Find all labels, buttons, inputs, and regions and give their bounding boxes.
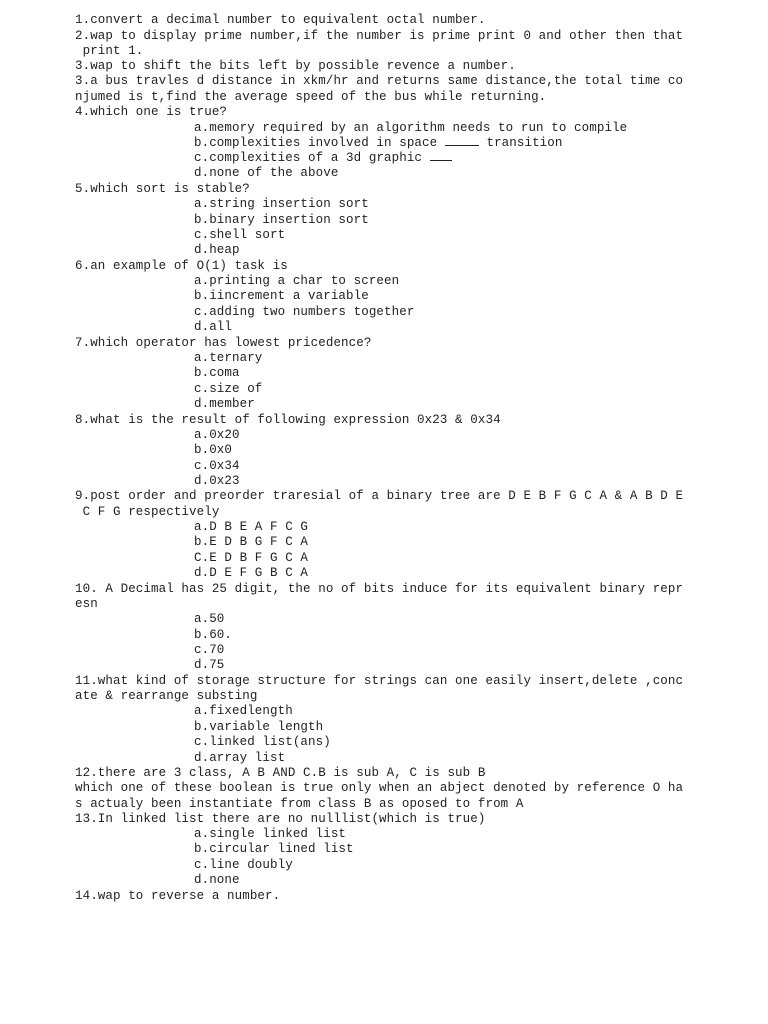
option-4b [194,136,562,151]
option-4a: a.memory required by an algorithm needs to run to compile [194,121,628,135]
option-13d: d.none [194,873,240,887]
option-6c: c.adding two numbers together [194,305,415,319]
blank-line [445,136,479,146]
question-9-continued: C F G respectively [75,505,220,519]
option-6a: a.printing a char to screen [194,274,400,288]
question-2: 2.wap to display prime number,if the number is prime print 0 and other then that [75,29,684,43]
question-4: 4.which one is true? [75,105,228,119]
option-10b: b.60. [194,628,233,642]
option-9b: b.E D B G F C A [194,535,309,549]
question-11-continued: ate & rearrange substing [75,689,258,703]
option-7c: c.size of [194,382,263,396]
option-7d: d.member [194,397,255,411]
option-10c: c.70 [194,643,225,657]
option-9c: C.E D B F G C A [194,551,309,565]
option-5a: a.string insertion sort [194,197,369,211]
option-8a: a.0x20 [194,428,240,442]
question-12: 12.there are 3 class, A B AND C.B is sub A, C is sub B [75,766,486,780]
option-13b: b.circular lined list [194,842,354,856]
question-8: 8.what is the result of following expression 0x23 & 0x34 [75,413,501,427]
question-14: 14.wap to reverse a number. [75,889,281,903]
question-5: 5.which sort is stable? [75,182,250,196]
question-3b-continued: njumed is t,find the average speed of the bus while returning. [75,90,547,104]
option-5d: d.heap [194,243,240,257]
question-6: 6.an example of O(1) task is [75,259,288,273]
option-10a: a.50 [194,612,225,626]
option-13a: a.single linked list [194,827,347,841]
option-4c [194,151,452,166]
question-10: 10. A Decimal has 25 digit, the no of bits induce for its equivalent binary repr [75,582,684,596]
option-8d: d.0x23 [194,474,240,488]
question-7: 7.which operator has lowest pricedence? [75,336,372,350]
option-7b: b.coma [194,366,240,380]
question-9: 9.post order and preorder traresial of a binary tree are D E B F G C A & A B D E [75,489,684,503]
question-12-continued: which one of these boolean is true only when an abject denoted by reference O ha [75,781,684,795]
option-9a: a.D B E A F C G [194,520,309,534]
option-4d: d.none of the above [194,166,339,180]
option-7a: a.ternary [194,351,263,365]
option-11a: a.fixedlength [194,704,293,718]
option-9d: d.D E F G B C A [194,566,309,580]
option-5c: c.shell sort [194,228,286,242]
option-8c: c.0x34 [194,459,240,473]
option-11c: c.linked list(ans) [194,735,331,749]
option-13c: c.line doubly [194,858,293,872]
blank-line [430,151,452,161]
option-11b: b.variable length [194,720,324,734]
option-6d: d.all [194,320,233,334]
option-10d: d.75 [194,658,225,672]
option-5b: b.binary insertion sort [194,213,369,227]
question-11: 11.what kind of storage structure for strings can one easily insert,delete ,conc [75,674,684,688]
question-13: 13.In linked list there are no nulllist(which is true) [75,812,486,826]
option-6b: b.iincrement a variable [194,289,369,303]
question-12-continued-2: s actualy been instantiate from class B as oposed to from A [75,797,524,811]
question-2-continued: print 1. [75,44,144,58]
question-3b: 3.a bus travles d distance in xkm/hr and returns same distance,the total time co [75,74,684,88]
option-4c-text: c.complexities of a 3d graphic [194,151,423,165]
question-3: 3.wap to shift the bits left by possible revence a number. [75,59,516,73]
option-8b: b.0x0 [194,443,233,457]
option-4b-text: b.complexities involved in space [194,136,438,150]
option-11d: d.array list [194,751,286,765]
question-10-continued: esn [75,597,98,611]
question-1: 1.convert a decimal number to equivalent octal number. [75,13,486,27]
option-4b-tail: transition [486,136,563,150]
